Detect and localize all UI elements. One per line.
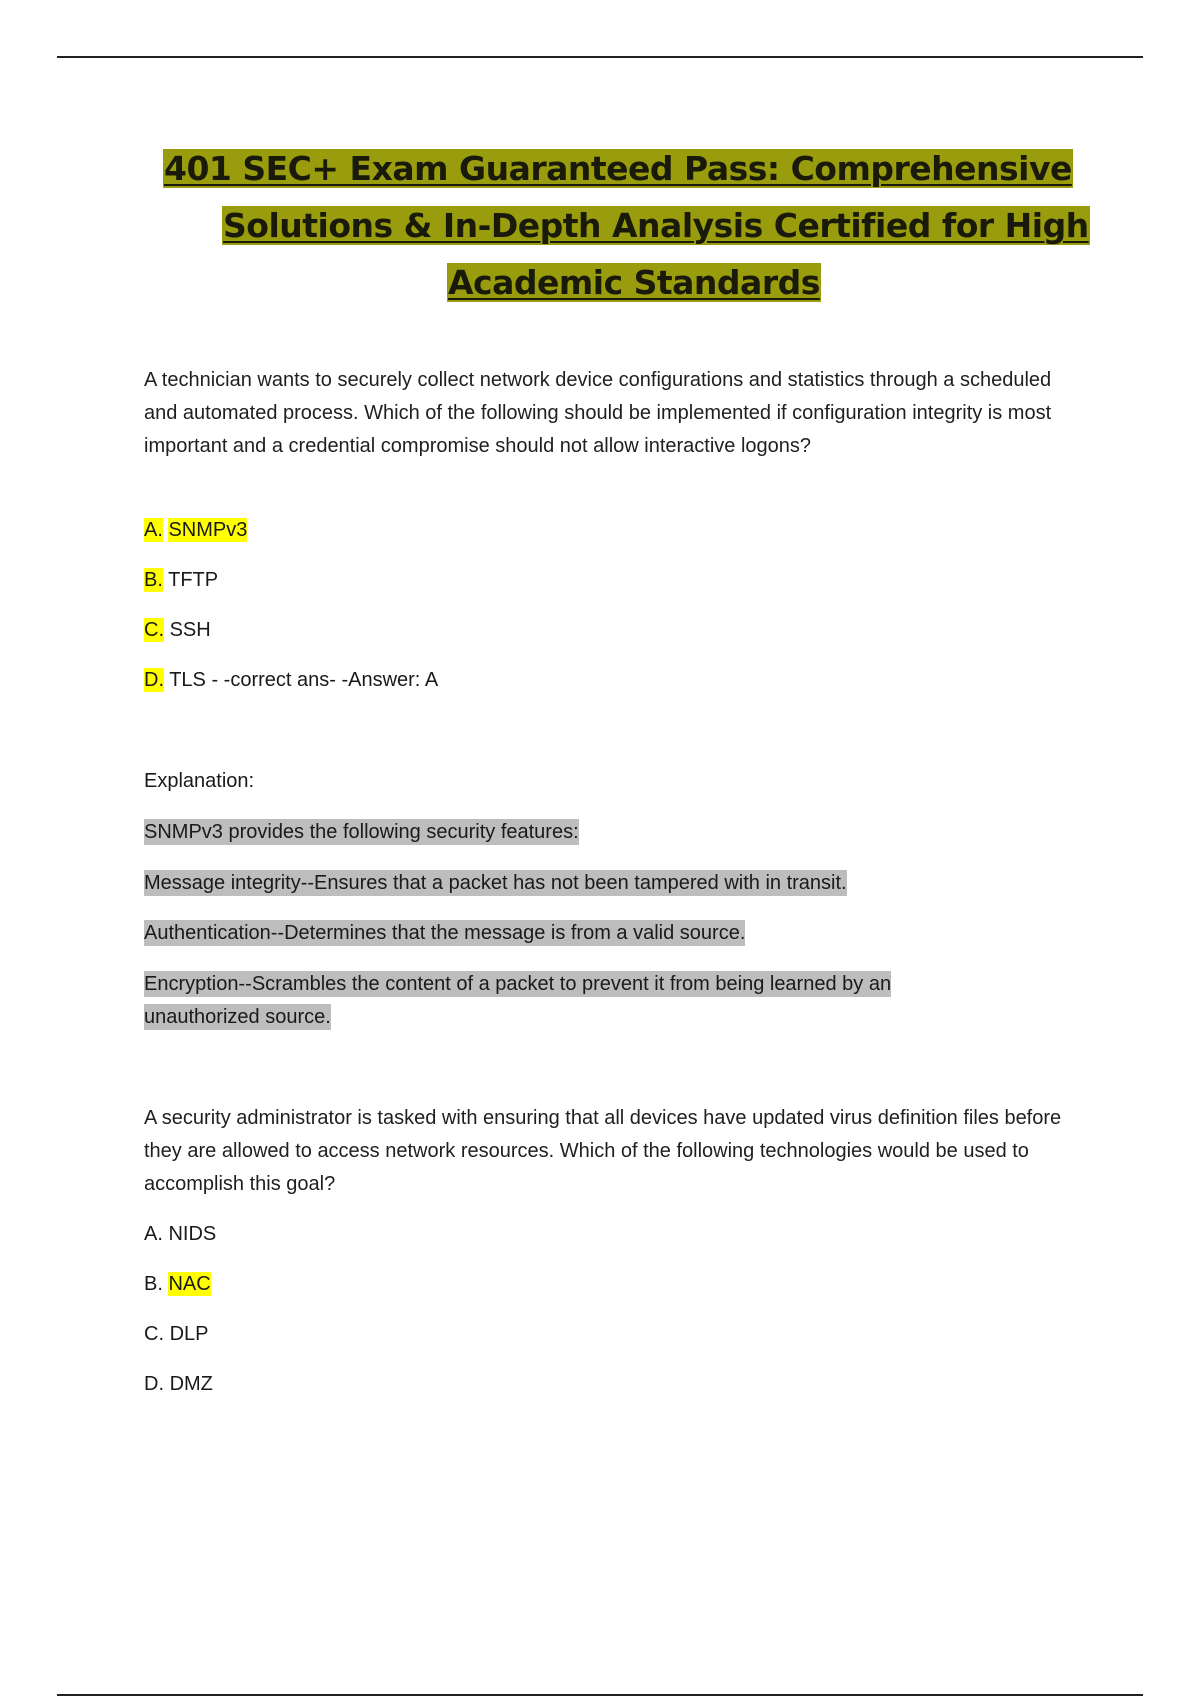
option-text: NIDS bbox=[168, 1223, 217, 1245]
option-letter: B. bbox=[144, 1273, 163, 1295]
title-line-2: Solutions & In-Depth Analysis Certified for High bbox=[223, 206, 1089, 245]
title-line-3: Academic Standards bbox=[448, 263, 820, 302]
explanation-line-4: Encryption--Scrambles the content of a packet to prevent it from being learned by an bbox=[144, 973, 892, 995]
title-line-1: 401 SEC+ Exam Guaranteed Pass: Comprehensive bbox=[164, 149, 1072, 188]
option-letter: D. bbox=[144, 1373, 164, 1395]
option-letter: A. bbox=[144, 519, 163, 541]
option-text: TFTP bbox=[168, 569, 219, 591]
question-2-option-a bbox=[144, 1219, 216, 1249]
option-letter: A. bbox=[144, 1223, 163, 1245]
bottom-rule bbox=[57, 1694, 1143, 1696]
explanation-line-3: Authentication--Determines that the message is from a valid source. bbox=[144, 922, 746, 944]
option-text: TLS - -correct ans- -Answer: A bbox=[169, 669, 439, 691]
question-1-option-b bbox=[144, 565, 218, 595]
question-1-option-a bbox=[144, 515, 247, 545]
question-2-text: A security administrator is tasked with ensuring that all devices have updated virus definition files before they are allowed to access network resources. Which of the following technologies would be used to accomplish this goal? bbox=[144, 1107, 1062, 1195]
question-2-option-c bbox=[144, 1319, 208, 1349]
question-2-option-b bbox=[144, 1269, 211, 1299]
option-text: DLP bbox=[169, 1323, 209, 1345]
option-letter: C. bbox=[144, 1323, 164, 1345]
option-text: DMZ bbox=[169, 1373, 213, 1395]
option-text: SNMPv3 bbox=[168, 519, 248, 541]
explanation-line-5: unauthorized source. bbox=[144, 1006, 331, 1028]
question-1-option-d bbox=[144, 665, 438, 695]
option-letter: B. bbox=[144, 569, 163, 591]
top-rule bbox=[57, 56, 1143, 58]
option-text: SSH bbox=[169, 619, 211, 641]
option-letter: C. bbox=[144, 619, 164, 641]
explanation-line-2: Message integrity--Ensures that a packet has not been tampered with in transit. bbox=[144, 872, 847, 894]
option-text: NAC bbox=[168, 1273, 211, 1295]
explanation-line-1: SNMPv3 provides the following security features: bbox=[144, 821, 579, 843]
option-letter: D. bbox=[144, 669, 164, 691]
explanation-label: Explanation: bbox=[144, 770, 255, 792]
question-1-text: A technician wants to securely collect network device configurations and statistics through a scheduled and automated process. Which of the following should be implemented if configuration integrity is most important and a credential compromise should not allow interactive logons? bbox=[144, 369, 1052, 457]
question-1-option-c bbox=[144, 615, 211, 645]
question-2-option-d bbox=[144, 1369, 213, 1399]
